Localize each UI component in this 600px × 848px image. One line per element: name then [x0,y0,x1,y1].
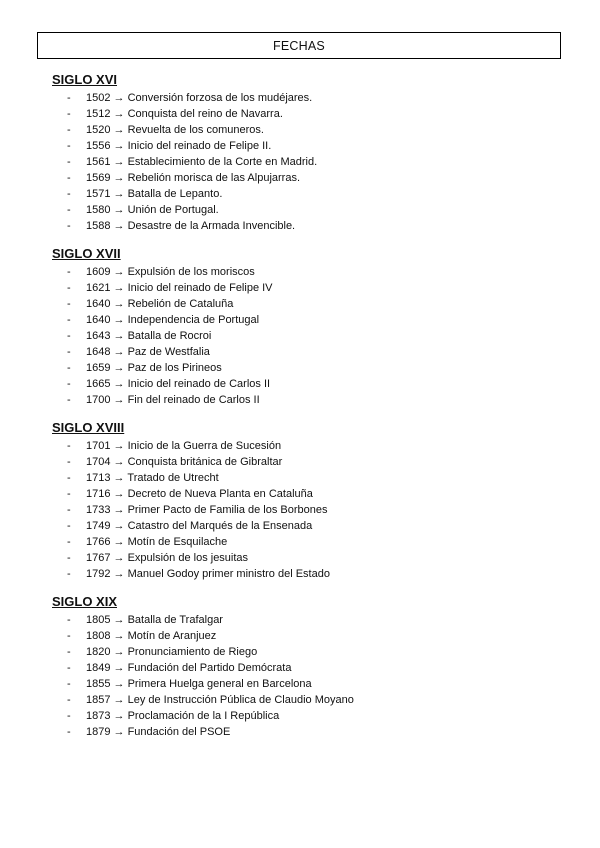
list-item [52,502,572,518]
event-text: 1648 → Paz de Westfalia [86,346,210,358]
list-item [52,106,572,122]
list-item [52,470,572,486]
event-text: 1805 → Batalla de Trafalgar [86,614,223,626]
event-text: 1512 → Conquista del reino de Navarra. [86,108,283,120]
list-item [52,170,572,186]
list-item [52,186,572,202]
section-siglo-1 [52,246,572,408]
event-text: 1502 → Conversión forzosa de los mudéjares. [86,92,313,104]
list-item [52,692,572,708]
list-item [52,628,572,644]
bullet-dash-icon: - [67,282,71,294]
bullet-dash-icon: - [67,204,71,216]
bullet-dash-icon: - [67,536,71,548]
bullet-dash-icon: - [67,156,71,168]
list-item [52,312,572,328]
bullet-dash-icon: - [67,472,71,484]
event-text: 1665 → Inicio del reinado de Carlos II [86,378,271,390]
section-heading: SIGLO XIX [52,594,118,609]
list-item [52,534,572,550]
event-text: 1561 → Establecimiento de la Corte en Madrid. [86,156,318,168]
event-text: 1643 → Batalla de Rocroi [86,330,212,342]
bullet-dash-icon: - [67,220,71,232]
page-title: FECHAS [273,38,325,53]
list-item [52,376,572,392]
bullet-dash-icon: - [67,646,71,658]
list-item [52,566,572,582]
event-text: 1700 → Fin del reinado de Carlos II [86,394,260,406]
bullet-dash-icon: - [67,394,71,406]
bullet-dash-icon: - [67,520,71,532]
section-siglo-3 [52,594,572,740]
event-text: 1640 → Rebelión de Cataluña [86,298,234,310]
section-siglo-2 [52,420,572,582]
event-text: 1873 → Proclamación de la I República [86,710,280,722]
bullet-dash-icon: - [67,488,71,500]
bullet-dash-icon: - [67,108,71,120]
event-text: 1766 → Motín de Esquilache [86,536,228,548]
bullet-dash-icon: - [67,662,71,674]
section-heading: SIGLO XVIII [52,420,125,435]
event-text: 1621 → Inicio del reinado de Felipe IV [86,282,273,294]
section-heading: SIGLO XVII [52,246,121,261]
list-item [52,518,572,534]
bullet-dash-icon: - [67,456,71,468]
bullet-dash-icon: - [67,330,71,342]
bullet-dash-icon: - [67,124,71,136]
sections-container [52,72,572,752]
bullet-dash-icon: - [67,726,71,738]
section-heading: SIGLO XVI [52,72,118,87]
list-item [52,90,572,106]
bullet-dash-icon: - [67,614,71,626]
event-text: 1733 → Primer Pacto de Familia de los Borbones [86,504,328,516]
list-item [52,392,572,408]
list-item [52,344,572,360]
event-text: 1857 → Ley de Instrucción Pública de Claudio Moyano [86,694,354,706]
bullet-dash-icon: - [67,298,71,310]
event-text: 1701 → Inicio de la Guerra de Sucesión [86,440,282,452]
list-item [52,550,572,566]
event-text: 1704 → Conquista británica de Gibraltar [86,456,283,468]
list-item [52,612,572,628]
event-text: 1588 → Desastre de la Armada Invencible. [86,220,296,232]
list-item [52,454,572,470]
event-text: 1520 → Revuelta de los comuneros. [86,124,264,136]
event-text: 1716 → Decreto de Nueva Planta en Cataluña [86,488,313,500]
list-item [52,264,572,280]
bullet-dash-icon: - [67,378,71,390]
event-text: 1580 → Unión de Portugal. [86,204,219,216]
bullet-dash-icon: - [67,630,71,642]
list-item [52,218,572,234]
section-siglo-0 [52,72,572,234]
list-item [52,486,572,502]
bullet-dash-icon: - [67,92,71,104]
bullet-dash-icon: - [67,346,71,358]
event-list [52,264,572,408]
event-text: 1640 → Independencia de Portugal [86,314,260,326]
bullet-dash-icon: - [67,140,71,152]
event-text: 1713 → Tratado de Utrecht [86,472,219,484]
bullet-dash-icon: - [67,172,71,184]
event-text: 1879 → Fundación del PSOE [86,726,231,738]
list-item [52,154,572,170]
bullet-dash-icon: - [67,504,71,516]
bullet-dash-icon: - [67,552,71,564]
event-list [52,438,572,582]
bullet-dash-icon: - [67,568,71,580]
event-text: 1849 → Fundación del Partido Demócrata [86,662,292,674]
bullet-dash-icon: - [67,710,71,722]
list-item [52,676,572,692]
event-text: 1820 → Pronunciamiento de Riego [86,646,258,658]
event-text: 1767 → Expulsión de los jesuitas [86,552,249,564]
list-item [52,138,572,154]
list-item [52,660,572,676]
list-item [52,438,572,454]
event-text: 1659 → Paz de los Pirineos [86,362,222,374]
event-text: 1609 → Expulsión de los moriscos [86,266,255,278]
list-item [52,644,572,660]
bullet-dash-icon: - [67,266,71,278]
list-item [52,122,572,138]
event-list [52,612,572,740]
event-text: 1855 → Primera Huelga general en Barcelona [86,678,312,690]
list-item [52,724,572,740]
bullet-dash-icon: - [67,694,71,706]
bullet-dash-icon: - [67,362,71,374]
bullet-dash-icon: - [67,440,71,452]
list-item [52,280,572,296]
list-item [52,708,572,724]
page-title-box [37,32,561,59]
event-text: 1808 → Motín de Aranjuez [86,630,217,642]
list-item [52,328,572,344]
event-text: 1569 → Rebelión morisca de las Alpujarras. [86,172,301,184]
bullet-dash-icon: - [67,188,71,200]
event-text: 1792 → Manuel Godoy primer ministro del Estado [86,568,330,580]
list-item [52,360,572,376]
list-item [52,296,572,312]
event-text: 1749 → Catastro del Marqués de la Ensenada [86,520,313,532]
bullet-dash-icon: - [67,314,71,326]
list-item [52,202,572,218]
event-text: 1556 → Inicio del reinado de Felipe II. [86,140,272,152]
event-list [52,90,572,234]
event-text: 1571 → Batalla de Lepanto. [86,188,223,200]
bullet-dash-icon: - [67,678,71,690]
